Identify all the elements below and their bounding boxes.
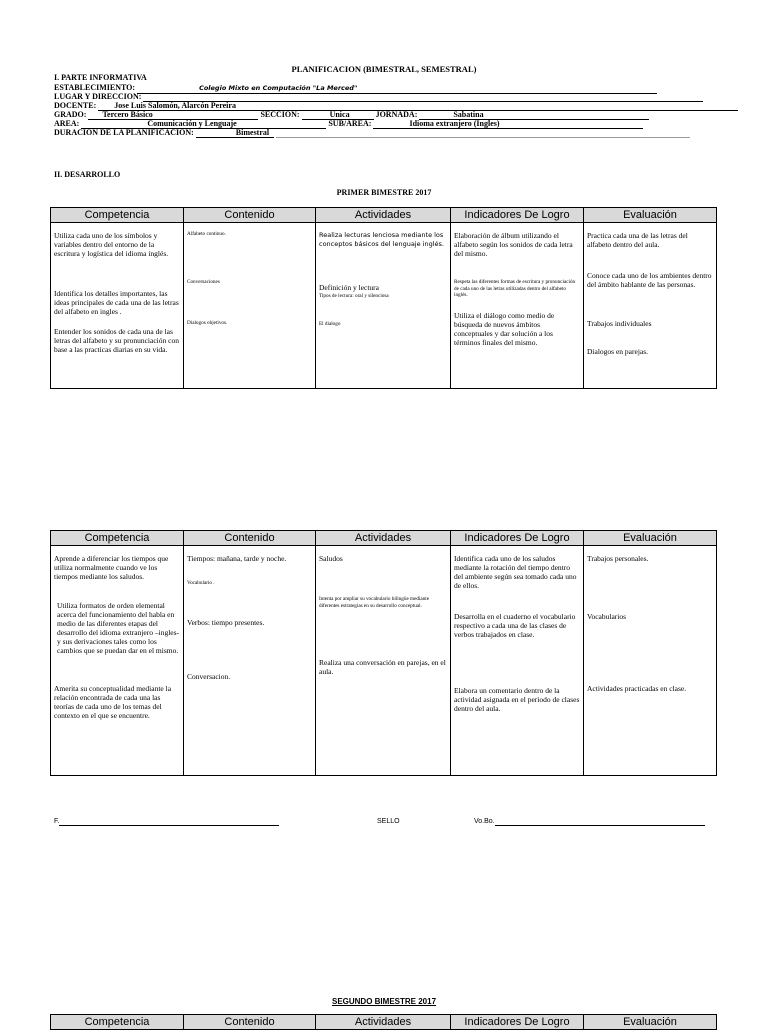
- actividades-item: Intenta por ampliar su vocabulario bilingüe mediante diferentes estrategias en su desarrollo conceptual.: [319, 596, 430, 609]
- indicadores-cell: [451, 546, 584, 776]
- indicadores-item: Elaboración de álbum utilizando el alfabeto según los sonidos de cada letra del mismo.: [454, 231, 573, 258]
- actividades-item: Saludos: [319, 554, 343, 563]
- vobo-underline: [495, 818, 705, 826]
- evaluacion-item: Trabajos personales.: [587, 554, 649, 563]
- table-header-row: [51, 1015, 717, 1030]
- contenido-item: Tiempos: mañana, tarde y noche.: [187, 554, 287, 563]
- vobo-label: Vo.Bo.: [474, 818, 495, 825]
- duracion-extra-line: [276, 128, 690, 138]
- competencia-item: Identifica los detalles importantes, las ideas principales de cada una de las letras del alfabeto en ingles .: [54, 289, 179, 316]
- establecimiento-label: ESTABLECIMIENTO:: [54, 83, 136, 92]
- evaluacion-item: Practica cada una de las letras del alfabeto dentro del aula.: [587, 231, 688, 249]
- actividades-cell: [316, 546, 451, 776]
- table-row: [51, 546, 717, 776]
- seccion-value: Unica: [329, 110, 350, 119]
- indicadores-item: Respeta las diferentes formas de escritura y pronunciación de cada uno de las letras utilizadas dentro del alfabeto inglés.: [454, 279, 576, 298]
- seccion-label: SECCION:: [260, 110, 300, 119]
- header-indicadores: Indicadores De Logro: [451, 531, 584, 546]
- header-evaluacion: Evaluación: [584, 1015, 717, 1030]
- planning-table-3: [50, 1014, 717, 1030]
- contenido-cell: [184, 546, 316, 776]
- evaluacion-item: Vocabularios: [587, 612, 627, 621]
- section-desarrollo: II. DESARROLLO: [54, 170, 121, 179]
- header-evaluacion: Evaluación: [584, 531, 717, 546]
- actividades-cell: [316, 223, 451, 389]
- actividades-item: Definición y lectura: [319, 283, 379, 292]
- header-competencia: Competencia: [51, 531, 184, 546]
- competencia-item: Aprende a diferenciar los tiempos que utiliza normalmente cuando ve los tiempos mediante los saludos.: [54, 554, 169, 581]
- competencia-cell: [51, 223, 184, 389]
- competencia-item: Utiliza cada uno de los símbolos y variables dentro del entorno de la escritura y logística del idioma inglés.: [54, 231, 169, 258]
- actividades-item: Realiza una conversación en parejas, en el aula.: [319, 658, 446, 676]
- header-evaluacion: Evaluación: [584, 208, 717, 223]
- contenido-item: Dialogos objetivos.: [187, 320, 228, 326]
- contenido-cell: [184, 223, 316, 389]
- vobo-line: [474, 818, 705, 826]
- competencia-cell: [51, 546, 184, 776]
- indicadores-cell: [451, 223, 584, 389]
- indicadores-item: Identifica cada uno de los saludos mediante la rotación del tiempo dentro del ambiente según sea tomado cada uno de ellos.: [454, 554, 577, 590]
- contenido-item: Conversacion.: [187, 672, 231, 681]
- indicadores-item: Desarrolla en el cuaderno el vocabulario respectivo a cada una de las clases de verbos trabajados en clase.: [454, 612, 576, 639]
- duracion-value: Bimestral: [235, 128, 270, 137]
- header-indicadores: Indicadores De Logro: [451, 208, 584, 223]
- subarea-label: SUB/AREA:: [328, 119, 372, 128]
- jornada-label: JORNADA:: [375, 110, 418, 119]
- header-actividades: Actividades: [316, 208, 451, 223]
- subarea-value: Idioma extranjero (Ingles): [409, 119, 500, 128]
- header-actividades: Actividades: [316, 531, 451, 546]
- duracion-line: [196, 128, 274, 138]
- evaluacion-cell: [584, 223, 717, 389]
- firma-label: F.: [54, 818, 60, 825]
- primer-bimestre-heading: PRIMER BIMESTRE 2017: [336, 188, 432, 197]
- segundo-bimestre-heading: SEGUNDO BIMESTRE 2017: [331, 997, 437, 1006]
- evaluacion-item: Dialogos en parejas.: [587, 347, 649, 356]
- firma-underline: [59, 818, 279, 826]
- area-value: Comunicación y Lenguaje: [147, 119, 237, 128]
- indicadores-item: Elabora un comentario dentro de la actividad asignada en el periodo de clases dentro del aula.: [454, 686, 580, 713]
- jornada-value: Sabatina: [453, 110, 484, 119]
- establecimiento-value: Colegio Mixto en Computación "La Merced": [199, 84, 358, 92]
- evaluacion-item: Actividades practicadas en clase.: [587, 684, 687, 693]
- header-contenido: Contenido: [184, 531, 316, 546]
- grado-value: Tercero Básico: [102, 110, 153, 119]
- firma-line: [54, 818, 279, 826]
- contenido-item: Vocabulario .: [187, 580, 215, 586]
- actividades-item: Tipos de lectura: oral y silenciosa: [319, 293, 389, 299]
- actividades-item: Realiza lecturas lenciosa mediante los conceptos básicos del lenguaje inglés.: [319, 231, 444, 248]
- planning-table-1: [50, 207, 717, 389]
- lugar-label: LUGAR Y DIRECCION:: [54, 92, 142, 101]
- evaluacion-cell: [584, 546, 717, 776]
- contenido-item: Conversaciones: [187, 279, 220, 285]
- sello-label: SELLO: [377, 818, 400, 825]
- contenido-item: Verbos: tiempo presentes.: [187, 618, 265, 627]
- table-row: [51, 223, 717, 389]
- docente-value: Jose Luis Salomón, Alarcón Pereira: [114, 101, 236, 110]
- grado-label: GRADO:: [54, 110, 87, 119]
- duracion-row: [54, 128, 690, 138]
- planning-table-2: [50, 530, 717, 776]
- header-contenido: Contenido: [184, 208, 316, 223]
- evaluacion-item: Trabajos individuales: [587, 319, 652, 328]
- competencia-item: Amerita su conceptualidad mediante la relación encontrada de cada una las teorías de cada uno de los temas del contexto en el que se encuentre.: [54, 684, 172, 720]
- competencia-item: Entender los sonidos de cada una de las letras del alfabeto y su pronunciación con base a las practicas diarias en su vida.: [54, 327, 179, 354]
- header-actividades: Actividades: [316, 1015, 451, 1030]
- docente-label: DOCENTE:: [54, 101, 97, 110]
- header-indicadores: Indicadores De Logro: [451, 1015, 584, 1030]
- document-title: PLANIFICACION (BIMESTRAL, SEMESTRAL): [291, 64, 477, 74]
- header-contenido: Contenido: [184, 1015, 316, 1030]
- section-parte-informativa: I. PARTE INFORMATIVA: [54, 73, 147, 82]
- table-header-row: [51, 208, 717, 223]
- competencia-item: Utiliza formatos de orden elemental acerca del funcionamiento del habla en medio de las diferentes etapas del desarrollo del idioma extranjero –ingles- y sus derivaciones tales como los cambios que se puedan dar en el mismo.: [57, 601, 180, 655]
- header-competencia: Competencia: [51, 1015, 184, 1030]
- evaluacion-item: Conoce cada uno de los ambientes dentro del ámbito hablante de las personas.: [587, 271, 712, 289]
- contenido-item: Alfabeto continuo.: [187, 231, 226, 237]
- duracion-label: DURACION DE LA PLANIFICACION:: [54, 128, 194, 137]
- actividades-item: El dialogo: [319, 321, 341, 327]
- table-header-row: [51, 531, 717, 546]
- area-label: AREA:: [54, 119, 80, 128]
- indicadores-item: Utiliza el diálogo como medio de búsqueda de nuevos ámbitos conceptuales y dar solución a los términos finales del mismo.: [454, 311, 555, 347]
- header-competencia: Competencia: [51, 208, 184, 223]
